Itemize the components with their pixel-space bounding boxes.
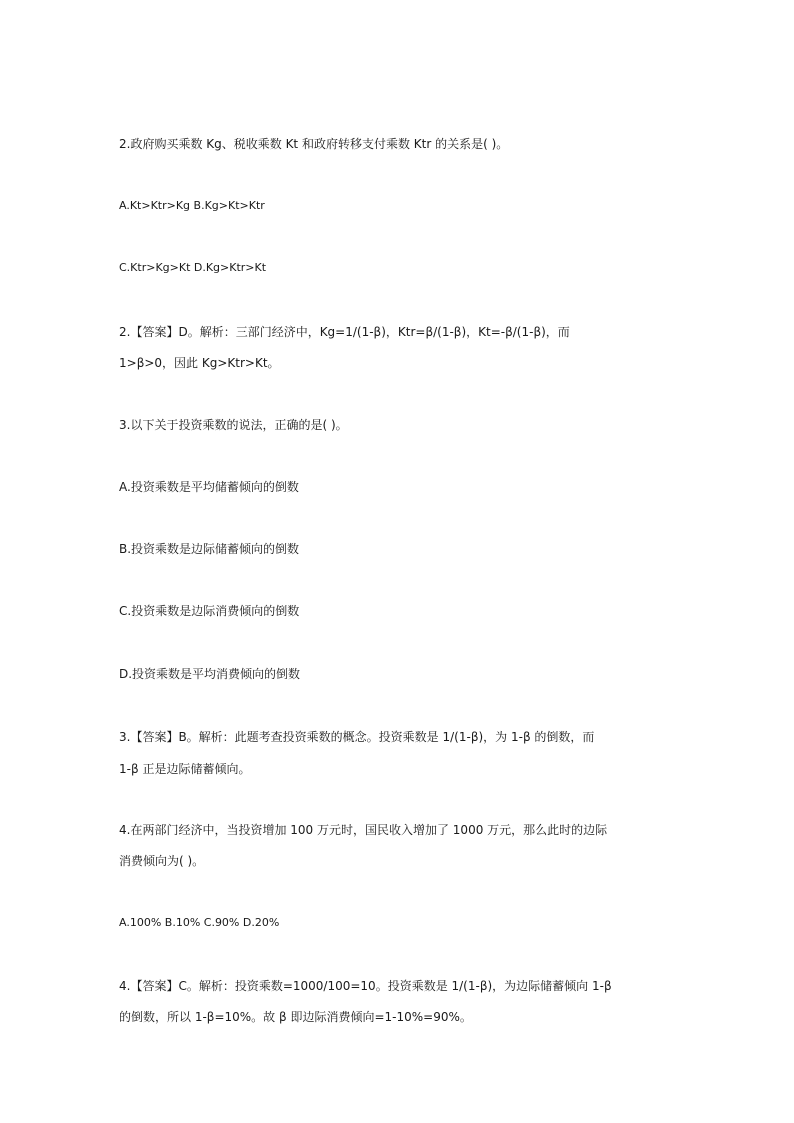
- q4-options: A.100% B.10% C.90% D.20%: [119, 916, 280, 929]
- q3-option-b: B.投资乘数是边际储蓄倾向的倒数: [119, 542, 300, 556]
- q4-answer-line-2: 的倒数，所以 1-β=10%。故 β 即边际消费倾向=1-10%=90%。: [119, 1010, 472, 1024]
- q3-option-c: C.投资乘数是边际消费倾向的倒数: [119, 604, 300, 618]
- q4-question-line-1: 4.在两部门经济中，当投资增加 100 万元时，国民收入增加了 1000 万元，那么此时的边际: [119, 823, 608, 837]
- q2-answer-line-1: 2.【答案】D。解析：三部门经济中，Kg=1/(1-β)，Ktr=β/(1-β)，Kt=-β/(1-β)，而: [119, 325, 570, 339]
- q4-answer-line-1: 4.【答案】C。解析：投资乘数=1000/100=10。投资乘数是 1/(1-β)，为边际储蓄倾向 1-β: [119, 979, 612, 993]
- q3-answer-line-2: 1-β 正是边际储蓄倾向。: [119, 762, 251, 776]
- q2-options-ab: A.Kt>Ktr>Kg B.Kg>Kt>Ktr: [119, 199, 265, 212]
- q3-question: 3.以下关于投资乘数的说法，正确的是( )。: [119, 418, 348, 432]
- q3-option-d: D.投资乘数是平均消费倾向的倒数: [119, 667, 301, 681]
- q2-options-cd: C.Ktr>Kg>Kt D.Kg>Ktr>Kt: [119, 261, 267, 274]
- q2-answer-line-2: 1>β>0，因此 Kg>Ktr>Kt。: [119, 356, 280, 370]
- q2-question: 2.政府购买乘数 Kg、税收乘数 Kt 和政府转移支付乘数 Ktr 的关系是( )。: [119, 137, 509, 151]
- q3-answer-line-1: 3.【答案】B。解析：此题考查投资乘数的概念。投资乘数是 1/(1-β)，为 1-β 的倒数，而: [119, 730, 595, 744]
- q4-question-line-2: 消费倾向为( )。: [119, 854, 205, 868]
- q3-option-a: A.投资乘数是平均储蓄倾向的倒数: [119, 480, 299, 494]
